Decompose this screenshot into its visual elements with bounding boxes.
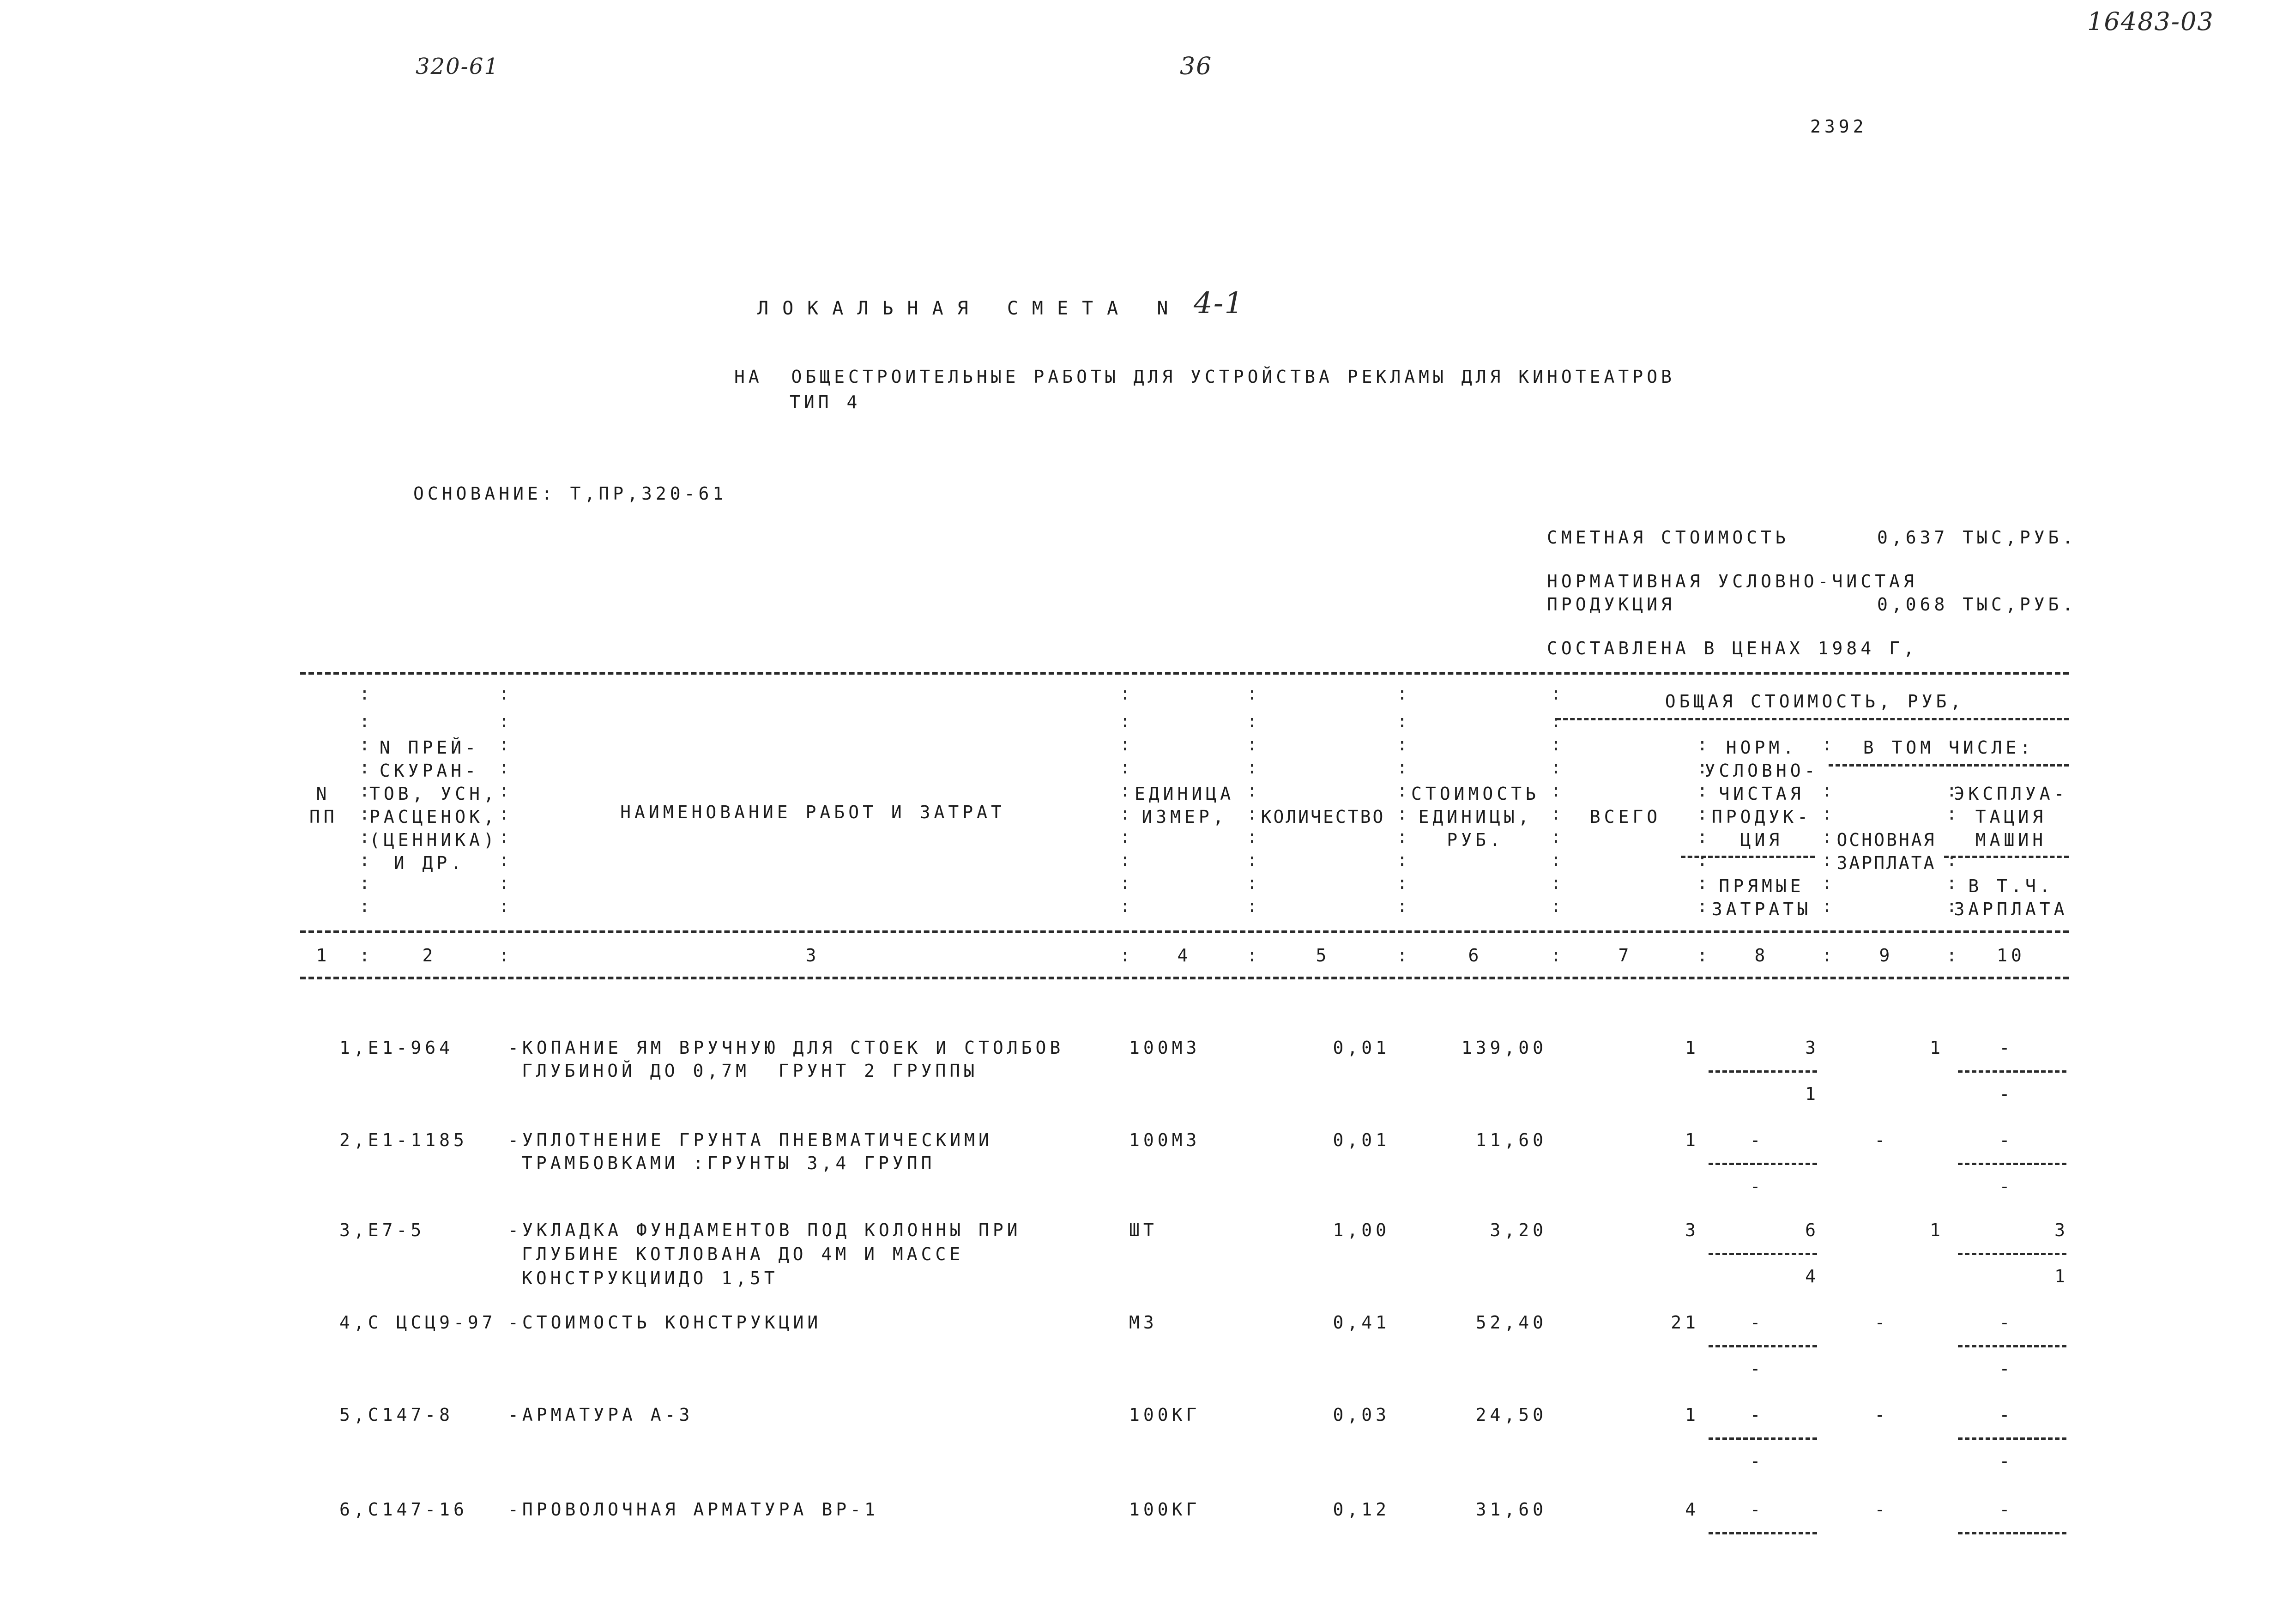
row-c8b: 1: [1805, 1084, 1819, 1104]
sheet-number: 2392: [1810, 116, 1867, 137]
svg-text::: :: [499, 945, 509, 966]
svg-text::: :: [359, 873, 370, 893]
svg-text::: :: [1551, 945, 1561, 966]
svg-text::: :: [1946, 945, 1957, 966]
svg-text::: :: [1397, 734, 1407, 755]
svg-text::: :: [1551, 683, 1561, 704]
row-code: 1,Е1-964: [339, 1038, 454, 1058]
hdr-col8b-line1: ПРЯМЫЕ: [1719, 876, 1805, 896]
hdr-col2-line5: (ЦЕННИКА): [369, 830, 498, 850]
row-c9: 1: [1930, 1038, 1944, 1058]
row-name-line: -КОПАНИЕ ЯМ ВРУЧНУЮ ДЛЯ СТОЕК И СТОЛБОВ: [508, 1038, 1064, 1058]
row-unit: 100М3: [1129, 1130, 1201, 1150]
svg-text::: :: [1120, 780, 1130, 801]
svg-text::: :: [359, 827, 370, 847]
svg-text::: :: [1397, 803, 1407, 824]
row-name-line: ГЛУБИНОЙ ДО 0,7М ГРУНТ 2 ГРУППЫ: [522, 1061, 978, 1081]
svg-text::: :: [1247, 757, 1257, 778]
hdr-col4-line2: ИЗМЕР,: [1141, 807, 1227, 827]
row-name-line: -УКЛАДКА ФУНДАМЕНТОВ ПОД КОЛОННЫ ПРИ: [508, 1220, 1021, 1240]
svg-text::: :: [1120, 827, 1130, 847]
svg-text::: :: [1697, 896, 1708, 916]
row-qty: 0,01: [1333, 1130, 1390, 1150]
svg-text::: :: [1697, 873, 1708, 893]
row-c10: -: [1999, 1312, 2014, 1333]
sep-col1: [359, 683, 370, 916]
svg-text::: :: [1120, 803, 1130, 824]
svg-text::: :: [1697, 803, 1708, 824]
svg-text::: :: [1697, 945, 1708, 966]
hdr-col2-line6: И ДР.: [393, 853, 465, 873]
colnum-1: 1: [316, 945, 331, 966]
hdr-col2-line2: СКУРАН-: [379, 761, 480, 781]
hdr-col8b-line2: ЗАТРАТЫ: [1711, 899, 1812, 919]
hdr-col10-line3: МАШИН: [1975, 830, 2047, 850]
row-total: 21: [1671, 1312, 1699, 1333]
colnum-2: 2: [422, 945, 437, 966]
svg-text::: :: [499, 896, 509, 916]
row-name-line: -УПЛОТНЕНИЕ ГРУНТА ПНЕВМАТИЧЕСКИМИ: [508, 1130, 993, 1150]
svg-text::: :: [359, 734, 370, 755]
doc-code-handwritten: 320-61: [416, 54, 499, 79]
svg-text::: :: [1120, 734, 1130, 755]
hdr-incl: В ТОМ ЧИСЛЕ:: [1863, 737, 2035, 758]
row-c9: -: [1874, 1405, 1889, 1425]
svg-text::: :: [1822, 896, 1832, 916]
row-name-line: -СТОИМОСТЬ КОНСТРУКЦИИ: [508, 1312, 822, 1333]
row-code: 6,С147-16: [339, 1499, 468, 1520]
cost-label: СМЕТНАЯ СТОИМОСТЬ: [1547, 527, 1789, 548]
hdr-col8-line5: ЦИЯ: [1740, 830, 1783, 850]
svg-text::: :: [1697, 734, 1708, 755]
hdr-col8-line2: УСЛОВНО-: [1704, 761, 1819, 781]
document-title: ЛОКАЛЬНАЯ СМЕТА N: [757, 298, 1182, 319]
row-c8b: -: [1750, 1451, 1764, 1471]
hdr-col10-line1: ЭКСПЛУА-: [1954, 784, 2068, 804]
row-c10b: 1: [2054, 1266, 2069, 1286]
row-c8b: -: [1750, 1176, 1764, 1196]
svg-text::: :: [499, 683, 509, 704]
row-c10b: -: [1999, 1084, 2014, 1104]
estimate-number: 4-1: [1194, 286, 1244, 320]
row-total: 1: [1685, 1130, 1699, 1150]
row-c10: -: [1999, 1038, 2014, 1058]
row-total: 1: [1685, 1405, 1699, 1425]
row-c8: -: [1750, 1130, 1764, 1150]
row-c8b: -: [1750, 1358, 1764, 1379]
svg-text::: :: [359, 803, 370, 824]
svg-text::: :: [1397, 827, 1407, 847]
row-price: 139,00: [1461, 1038, 1547, 1058]
svg-text::: :: [359, 711, 370, 731]
svg-text::: :: [1822, 850, 1832, 870]
svg-text::: :: [1551, 780, 1561, 801]
row-c10: -: [1999, 1405, 2014, 1425]
svg-text::: :: [1120, 711, 1130, 731]
svg-text::: :: [1247, 896, 1257, 916]
row-c10-rule: [1958, 1163, 2066, 1165]
row-c10b: -: [1999, 1176, 2014, 1196]
row-name-line: -АРМАТУРА А-3: [508, 1405, 694, 1425]
hdr-col2-line3: ТОВ, УСН,: [369, 784, 498, 804]
svg-text::: :: [359, 757, 370, 778]
svg-text::: :: [499, 873, 509, 893]
svg-text::: :: [1822, 780, 1832, 801]
row-unit: М3: [1129, 1312, 1158, 1333]
hdr-col10b-line1: В Т.Ч.: [1968, 876, 2054, 896]
row-c10: -: [1999, 1130, 2014, 1150]
hdr-group: ОБЩАЯ СТОИМОСТЬ, РУБ,: [1665, 691, 1965, 712]
row-c8-rule: [1709, 1345, 1817, 1347]
svg-text::: :: [1397, 683, 1407, 704]
row-c8: 6: [1805, 1220, 1819, 1240]
row-c9: -: [1874, 1499, 1889, 1520]
hdr-col8-line3: ЧИСТАЯ: [1719, 784, 1805, 804]
row-c10b: -: [1999, 1358, 2014, 1379]
svg-text::: :: [1397, 873, 1407, 893]
svg-text::: :: [1247, 683, 1257, 704]
svg-text::: :: [1247, 780, 1257, 801]
row-unit: 100КГ: [1129, 1499, 1201, 1520]
norm-label-2: ПРОДУКЦИЯ: [1547, 594, 1675, 615]
hdr-col8-line4: ПРОДУК-: [1711, 807, 1812, 827]
hdr-col7: ВСЕГО: [1589, 807, 1661, 827]
svg-text::: :: [1822, 803, 1832, 824]
hdr-col4-line1: ЕДИНИЦА: [1134, 784, 1235, 804]
svg-text::: :: [359, 850, 370, 870]
colnum-3: 3: [805, 945, 820, 966]
svg-text::: :: [1822, 945, 1832, 966]
svg-text::: :: [499, 757, 509, 778]
hdr-col10-line2: ТАЦИЯ: [1975, 807, 2047, 827]
svg-text::: :: [359, 896, 370, 916]
svg-text::: :: [1822, 827, 1832, 847]
svg-text::: :: [1397, 945, 1407, 966]
svg-text::: :: [359, 683, 370, 704]
svg-text::: :: [359, 780, 370, 801]
row-c8-rule: [1709, 1163, 1817, 1165]
svg-text::: :: [1946, 850, 1957, 870]
svg-text::: :: [1551, 827, 1561, 847]
row-c10: -: [1999, 1499, 2014, 1520]
row-qty: 0,41: [1333, 1312, 1390, 1333]
svg-text::: :: [1946, 803, 1957, 824]
colnum-10: 10: [1997, 945, 2025, 966]
row-c10: 3: [2054, 1220, 2069, 1240]
hdr-col9-line2: ЗАРПЛАТА: [1836, 853, 1936, 873]
svg-text::: :: [1120, 683, 1130, 704]
colnum-5: 5: [1316, 945, 1330, 966]
row-total: 1: [1685, 1038, 1699, 1058]
colnum-6: 6: [1468, 945, 1483, 966]
svg-text::: :: [1822, 873, 1832, 893]
svg-text::: :: [359, 945, 370, 966]
row-code: 4,С ЦСЦ9-97: [339, 1312, 496, 1333]
hdr-col9-line1: ОСНОВНАЯ: [1836, 830, 1936, 850]
hdr-col6-line3: РУБ.: [1447, 830, 1504, 850]
norm-label-1: НОРМАТИВНАЯ УСЛОВНО-ЧИСТАЯ: [1547, 571, 1918, 592]
colnum-4: 4: [1177, 945, 1192, 966]
row-qty: 0,03: [1333, 1405, 1390, 1425]
row-c8-rule: [1709, 1532, 1817, 1534]
svg-text::: :: [1551, 757, 1561, 778]
svg-text::: :: [1397, 757, 1407, 778]
svg-text::: :: [1397, 896, 1407, 916]
row-c10b: -: [1999, 1451, 2014, 1471]
row-qty: 0,12: [1333, 1499, 1390, 1520]
svg-text::: :: [1946, 896, 1957, 916]
subtitle-line-1: НА ОБЩЕСТРОИТЕЛЬНЫЕ РАБОТЫ ДЛЯ УСТРОЙСТВА РЕКЛАМЫ ДЛЯ КИНОТЕАТРОВ: [734, 367, 1675, 387]
svg-text::: :: [1397, 850, 1407, 870]
row-name-line: -ПРОВОЛОЧНАЯ АРМАТУРА ВР-1: [508, 1499, 879, 1520]
row-code: 2,Е1-1185: [339, 1130, 468, 1150]
svg-text::: :: [499, 734, 509, 755]
svg-text::: :: [1551, 850, 1561, 870]
cost-value: 0,637 ТЫС,РУБ.: [1877, 527, 2077, 548]
svg-text::: :: [1120, 873, 1130, 893]
colnum-9: 9: [1879, 945, 1894, 966]
svg-text::: :: [1247, 734, 1257, 755]
svg-text::: :: [1697, 850, 1708, 870]
row-c8: -: [1750, 1405, 1764, 1425]
archive-number: 16483-03: [2087, 7, 2214, 36]
svg-text::: :: [1247, 873, 1257, 893]
svg-text::: :: [1551, 734, 1561, 755]
prices-note: СОСТАВЛЕНА В ЦЕНАХ 1984 Г,: [1547, 638, 1918, 658]
svg-text::: :: [1551, 896, 1561, 916]
row-c10-rule: [1958, 1253, 2066, 1255]
row-price: 11,60: [1475, 1130, 1547, 1150]
basis-text: ОСНОВАНИЕ: Т,ПР,320-61: [413, 483, 727, 504]
row-code: 3,Е7-5: [339, 1220, 425, 1240]
svg-text::: :: [1551, 711, 1561, 731]
hdr-col2-line4: РАСЦЕНОК,: [369, 807, 498, 827]
svg-text::: :: [1697, 757, 1708, 778]
row-c9: -: [1874, 1130, 1889, 1150]
svg-text::: :: [499, 827, 509, 847]
row-c8: -: [1750, 1312, 1764, 1333]
svg-text::: :: [1697, 780, 1708, 801]
colnum-8: 8: [1754, 945, 1769, 966]
svg-text::: :: [1946, 873, 1957, 893]
svg-text::: :: [1551, 873, 1561, 893]
hdr-col8-line1: НОРМ.: [1726, 737, 1798, 758]
row-price: 3,20: [1490, 1220, 1547, 1240]
svg-text::: :: [1120, 896, 1130, 916]
hdr-col10b-line2: ЗАРПЛАТА: [1954, 899, 2068, 919]
hdr-col6-line1: СТОИМОСТЬ: [1411, 784, 1540, 804]
svg-text::: :: [1120, 757, 1130, 778]
svg-text::: :: [499, 850, 509, 870]
row-name-line: КОНСТРУКЦИИДО 1,5Т: [522, 1268, 779, 1288]
row-c8-rule: [1709, 1253, 1817, 1255]
hdr-col2-line1: N ПРЕЙ-: [379, 737, 480, 758]
row-c8-rule: [1709, 1070, 1817, 1073]
page-number: 36: [1180, 53, 1213, 80]
row-total: 4: [1685, 1499, 1699, 1520]
row-c8b: 4: [1805, 1266, 1819, 1286]
svg-text::: :: [499, 711, 509, 731]
svg-text::: :: [1247, 827, 1257, 847]
row-c8: -: [1750, 1499, 1764, 1520]
svg-text::: :: [1946, 780, 1957, 801]
hdr-col6-line2: ЕДИНИЦЫ,: [1418, 807, 1533, 827]
svg-text::: :: [1120, 945, 1130, 966]
row-c10-rule: [1958, 1345, 2066, 1347]
row-c10-rule: [1958, 1532, 2066, 1534]
svg-text::: :: [1822, 734, 1832, 755]
row-code: 5,С147-8: [339, 1405, 454, 1425]
hdr-col1-line1: N: [316, 784, 331, 804]
row-c8: 3: [1805, 1038, 1819, 1058]
svg-text::: :: [1247, 945, 1257, 966]
svg-text::: :: [499, 780, 509, 801]
norm-value: 0,068 ТЫС,РУБ.: [1877, 594, 2077, 615]
row-price: 24,50: [1475, 1405, 1547, 1425]
svg-text::: :: [1247, 850, 1257, 870]
svg-text::: :: [1397, 711, 1407, 731]
svg-text::: :: [499, 803, 509, 824]
svg-text::: :: [1397, 780, 1407, 801]
row-unit: 100М3: [1129, 1038, 1201, 1058]
svg-text::: :: [1120, 850, 1130, 870]
row-unit: 100КГ: [1129, 1405, 1201, 1425]
row-c9: -: [1874, 1312, 1889, 1333]
row-qty: 0,01: [1333, 1038, 1390, 1058]
hdr-col1-line2: ПП: [309, 807, 338, 827]
svg-text::: :: [1551, 803, 1561, 824]
hdr-col5: КОЛИЧЕСТВО: [1261, 807, 1385, 827]
row-c10-rule: [1958, 1437, 2066, 1440]
svg-text::: :: [1247, 711, 1257, 731]
row-unit: ШТ: [1129, 1220, 1158, 1240]
hdr-col3: НАИМЕНОВАНИЕ РАБОТ И ЗАТРАТ: [620, 802, 1005, 822]
row-c9: 1: [1930, 1220, 1944, 1240]
svg-text::: :: [1247, 803, 1257, 824]
colnum-separators: [0, 942, 2295, 970]
row-c8-rule: [1709, 1437, 1817, 1440]
row-price: 31,60: [1475, 1499, 1547, 1520]
subtitle-line-2: ТИП 4: [790, 392, 861, 412]
row-name-line: ГЛУБИНЕ КОТЛОВАНА ДО 4М И МАССЕ: [522, 1244, 964, 1264]
row-name-line: ТРАМБОВКАМИ :ГРУНТЫ 3,4 ГРУПП: [522, 1153, 936, 1173]
row-c10-rule: [1958, 1070, 2066, 1073]
row-qty: 1,00: [1333, 1220, 1390, 1240]
colnum-7: 7: [1618, 945, 1633, 966]
row-total: 3: [1685, 1220, 1699, 1240]
row-price: 52,40: [1475, 1312, 1547, 1333]
svg-text::: :: [1697, 827, 1708, 847]
